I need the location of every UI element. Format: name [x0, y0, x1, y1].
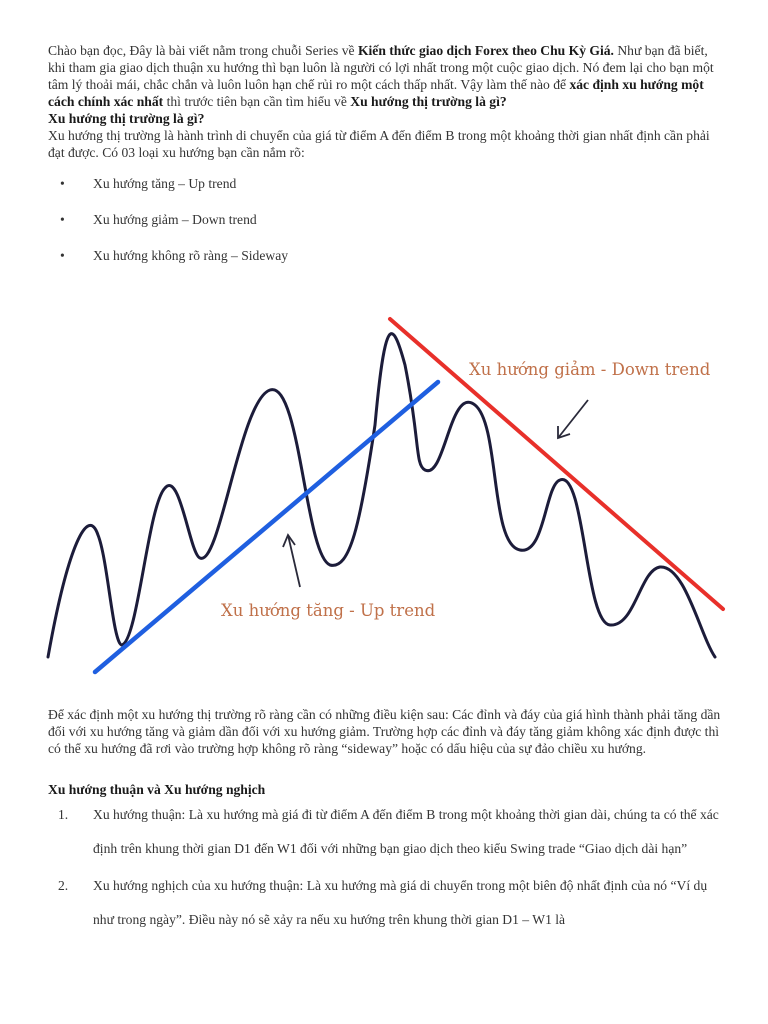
article-text-continued	[48, 706, 728, 937]
list-number: 2.	[58, 878, 69, 893]
list-number: 1.	[58, 807, 69, 822]
trend-diagram-svg	[40, 305, 730, 690]
list-item-text: Xu hướng giảm – Down trend	[93, 212, 257, 227]
bullet-icon: •	[60, 212, 65, 227]
intro-paragraph	[48, 42, 728, 110]
trend-types-list	[48, 175, 728, 283]
intro-bold-determine: xác định xu hướng một cách chính xác nhất	[48, 77, 704, 109]
intro-text-3: thì trước tiên bạn cần tìm hiểu về	[163, 94, 351, 109]
list-item	[48, 247, 728, 283]
bullet-icon: •	[60, 248, 65, 263]
section1-heading: Xu hướng thị trường là gì?	[48, 111, 205, 126]
uptrend-label: Xu hướng tăng - Up trend	[221, 601, 436, 620]
list-item	[48, 211, 728, 247]
section1-body: Xu hướng thị trường là hành trình di chuyển của giá từ điểm A đến điểm B trong một khoảng thời gian nhất định cần phải đạt được. Có 03 loại xu hướng bạn cần nắm rõ:	[48, 128, 710, 160]
downtrend-label: Xu hướng giảm - Down trend	[469, 360, 711, 379]
uptrend-line	[95, 382, 438, 672]
bullet-icon: •	[60, 176, 65, 191]
intro-bold-question: Xu hướng thị trường là gì?	[350, 94, 507, 109]
list-item-text: Xu hướng thuận: Là xu hướng mà giá đi từ điểm A đến điểm B trong một khoảng thời gian dài, chúng ta có thể xác định trên khung thời gian D1 đến W1 đối với những bạn giao dịch theo kiểu Swing trade “Giao dịch dài hạn”	[93, 807, 719, 856]
section3-heading: Xu hướng thuận và Xu hướng nghịch	[48, 782, 266, 797]
list-item-text: Xu hướng không rõ ràng – Sideway	[93, 248, 289, 263]
list-item-text: Xu hướng nghịch của xu hướng thuận: Là xu hướng mà giá di chuyển trong một biên độ nhất định của nó “Ví dụ như trong ngày”. Điều này nó sẽ xảy ra nếu xu hướng trên khung thời gian D1 – W1 là	[93, 878, 708, 927]
intro-text-1: Chào bạn đọc, Đây là bài viết nằm trong chuỗi Series về	[48, 43, 358, 58]
intro-text-2: Như bạn đã biết, khi tham gia giao dịch thuận xu hướng thì bạn luôn là người có lợi nhất trong một cuộc giao dịch. Nó đem lại cho bạn một tâm lý thoải mái, chắc chắn và luôn luôn hạn chế rủi ro một cách thấp nhất. Vậy làm thế nào để	[48, 43, 714, 92]
intro-bold-series: Kiến thức giao dịch Forex theo Chu Kỳ Giá.	[357, 43, 614, 58]
list-item	[48, 869, 728, 937]
trend-diagram	[40, 305, 730, 690]
section2-body: Để xác định một xu hướng thị trường rõ ràng cần có những điều kiện sau: Các đỉnh và đáy của giá hình thành phải tăng dần đối với xu hướng tăng và giảm dần đối với xu hướng giảm. Trường hợp các đỉnh và đáy tăng giảm không xác định được thì có thể xu hướng đã rơi vào trường hợp không rõ ràng “sideway” hoặc có dấu hiệu của sự đảo chiều xu hướng.	[48, 707, 721, 756]
trend-direction-list	[48, 798, 728, 937]
list-item	[48, 175, 728, 211]
list-item	[48, 798, 728, 866]
list-item-text: Xu hướng tăng – Up trend	[93, 176, 237, 191]
downtrend-arrow-icon	[558, 400, 588, 438]
article-text	[48, 42, 728, 283]
